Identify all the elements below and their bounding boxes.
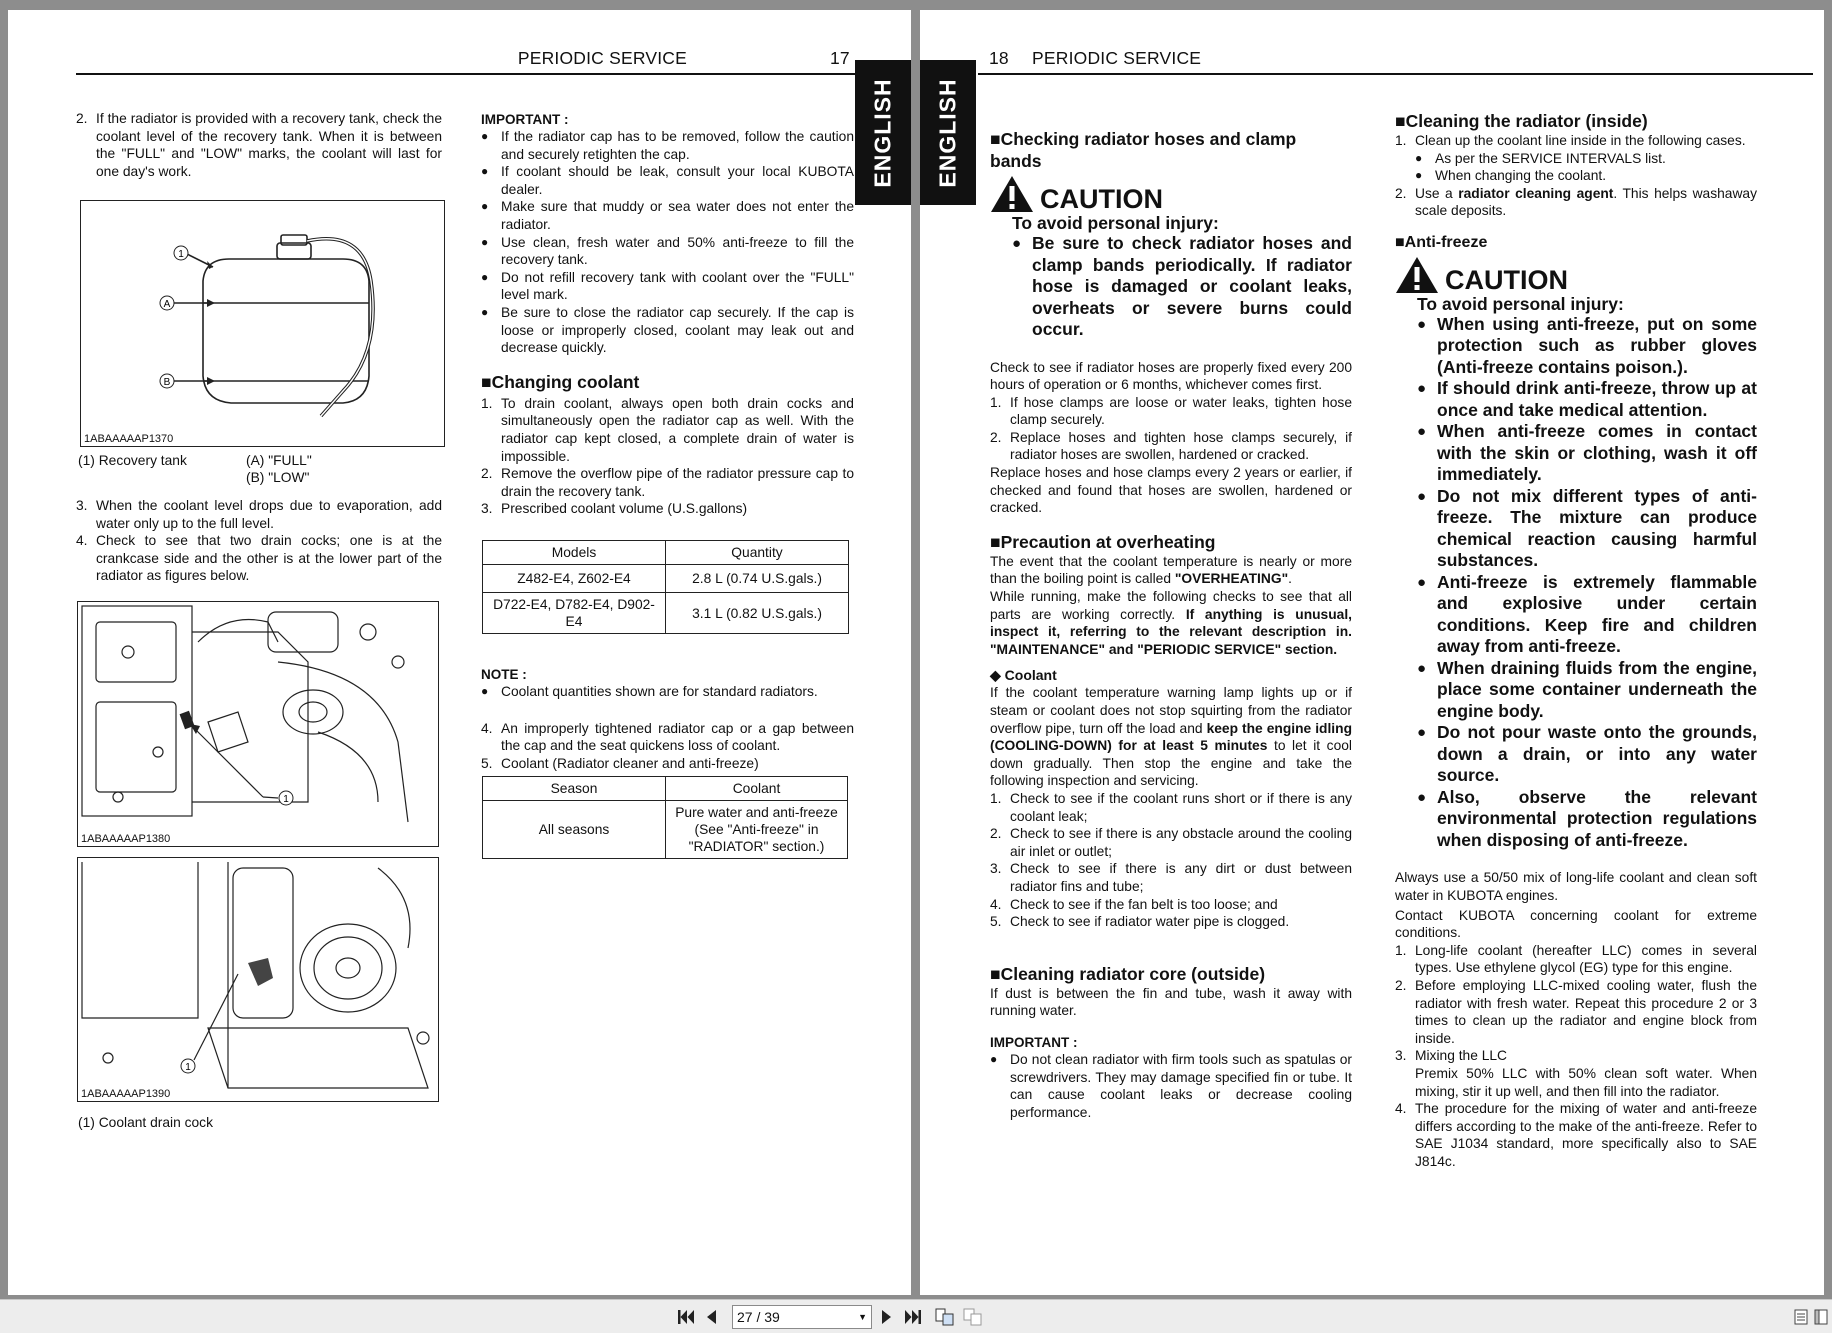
- fig-label-1: 1: [178, 249, 184, 260]
- page-number-select[interactable]: [732, 1305, 872, 1329]
- page-header-section: PERIODIC SERVICE: [517, 48, 687, 68]
- caution-item: ● When using anti-freeze, put on some protection such as rubber gloves (Anti-freeze contains poison.).: [1417, 313, 1757, 377]
- caution-item: ● Do not mix different types of anti-freeze. The mixture can produce chemical reaction causing harmful substances.: [1417, 485, 1757, 571]
- list-item: ● Coolant quantities shown are for standard radiators.: [481, 684, 818, 699]
- single-page-button[interactable]: [1790, 1307, 1812, 1327]
- fig-label-1: 1: [283, 794, 289, 805]
- language-tab: ENGLISH: [920, 60, 976, 205]
- list-item: 5. Check to see if radiator water pipe is clogged.: [990, 914, 1290, 930]
- paragraph: If the coolant temperature warning lamp lights up or if steam or coolant does not stop squirting from the radiator overflow pipe, turn off the load and keep the engine idling (COOLING-DOWN) for at least 5 minutes to let it cool down gradually. Then stop the engine and take the following inspection and servicing.: [990, 685, 1352, 789]
- caution-item: ● Also, observe the relevant environmental protection regulations when disposing of anti-freeze.: [1417, 786, 1757, 850]
- list-item: 5. Coolant (Radiator cleaner and anti-freeze): [481, 755, 759, 771]
- coolant-volume-table: [482, 540, 849, 634]
- list-item: ● Do not clean radiator with firm tools such as spatulas or screwdrivers. They may damage specified fin or tube. It can cause coolant leaks or decrease cooling performance.: [990, 1051, 1352, 1120]
- list-item: 4. Check to see that two drain cocks; one is at the crankcase side and the other is at the lower part of the radiator as figures below.: [76, 533, 442, 584]
- two-page-view-button[interactable]: [934, 1307, 956, 1327]
- paragraph: Check to see if radiator hoses are properly fixed every 200 hours of operation or 6 months, whichever comes first.: [990, 359, 1352, 393]
- caution-item: ● When draining fluids from the engine, place some container underneath the engine body.: [1417, 657, 1757, 721]
- engine-illustration: [78, 602, 438, 846]
- list-item: 1. Long-life coolant (hereafter LLC) comes in several types. Use ethylene glycol (EG) type for this engine.: [1395, 942, 1757, 976]
- section-heading: ■Precaution at overheating: [990, 531, 1216, 552]
- table-row: All seasons Pure water and anti-freeze (See "Anti-freeze" in "RADIATOR" section.): [483, 801, 848, 859]
- document-page-right: [920, 10, 1824, 1295]
- caution-item: ● Be sure to check radiator hoses and clamp bands periodically. If radiator hose is damaged or coolant leaks, overheats or severe burns could occur.: [1012, 233, 1352, 339]
- single-page-icon: [1794, 1309, 1808, 1325]
- table-row: D722-E4, D782-E4, D902-E4 3.1 L (0.82 U.S.gals.): [483, 593, 849, 634]
- viewer-toolbar: [0, 1299, 1832, 1333]
- paragraph: Contact KUBOTA concerning coolant for extreme conditions.: [1395, 907, 1757, 941]
- caution-item: ● When anti-freeze comes in contact with the skin or clothing, wash it off immediately.: [1417, 421, 1757, 485]
- next-page-button[interactable]: [876, 1307, 898, 1327]
- section-heading: ■Anti-freeze: [1395, 233, 1488, 251]
- header-rule: [76, 73, 862, 75]
- figure-recovery-tank: [80, 200, 445, 447]
- list-item: 2. Check to see if there is any obstacle around the cooling air inlet or outlet;: [990, 826, 1352, 859]
- list-item: ● When changing the coolant.: [1415, 168, 1607, 184]
- figure-coolant-drain-cock: [77, 857, 439, 1102]
- figure-caption-b: (B) "LOW": [246, 470, 310, 485]
- continuous-view-icon: [963, 1308, 983, 1326]
- next-page-icon: [881, 1309, 893, 1325]
- list-item: 3. When the coolant level drops due to evaporation, add water only up to the full level.: [76, 498, 442, 531]
- list-item: ● Be sure to close the radiator cap securely. If the cap is loose or improperly closed, coolant may leak out and decrease quickly.: [481, 304, 854, 356]
- sidebar-toggle-icon: [1814, 1309, 1828, 1325]
- paragraph: Replace hoses and hose clamps every 2 years or earlier, if checked and found that hoses are swollen, hardened or cracked.: [990, 465, 1352, 516]
- caution-item: ● Do not pour waste onto the grounds, down a drain, or into any water source.: [1417, 722, 1757, 786]
- list-item: 1. To drain coolant, always open both drain cocks and simultaneously open the radiator cap as well. With the radiator cap kept closed, a complete drain of water is impossible.: [481, 395, 854, 464]
- warning-triangle-icon: [990, 175, 1034, 213]
- page-header-section: PERIODIC SERVICE: [1032, 48, 1202, 68]
- list-item: 2. Before employing LLC-mixed cooling water, flush the radiator with fresh water. Repeat this procedure 2 or 3 times to clean up the radiator and engine block from inside.: [1395, 978, 1757, 1046]
- list-item: 1. Clean up the coolant line inside in the following cases.: [1395, 133, 1746, 148]
- caution-subtitle: To avoid personal injury:: [1012, 213, 1219, 233]
- caution-word: CAUTION: [1445, 264, 1568, 295]
- prev-page-icon: [705, 1309, 717, 1325]
- caution-block: [1395, 256, 1757, 294]
- list-item: ● Do not refill recovery tank with coolant over the "FULL" level mark.: [481, 269, 854, 303]
- caution-block: [990, 175, 1352, 213]
- caution-subtitle: To avoid personal injury:: [1417, 293, 1624, 314]
- list-item: ● Use clean, fresh water and 50% anti-freeze to fill the recovery tank.: [481, 234, 854, 268]
- page-header-number: 18: [989, 48, 1009, 68]
- page-indicator: 27 / 39: [737, 1309, 780, 1325]
- list-item: 4. An improperly tightened radiator cap or a gap between the cap and the seat quickens loss of coolant.: [481, 720, 854, 754]
- language-tab: ENGLISH: [855, 60, 911, 205]
- note-label: NOTE :: [481, 667, 527, 682]
- important-label: IMPORTANT :: [481, 112, 569, 127]
- list-item: ● As per the SERVICE INTERVALS list.: [1415, 150, 1666, 166]
- figure-id: 1ABAAAAAP1390: [81, 1088, 171, 1100]
- list-item: 2. Remove the overflow pipe of the radiator pressure cap to drain the recovery tank.: [481, 466, 854, 499]
- warning-triangle-icon: [1395, 256, 1439, 294]
- header-rule: [978, 73, 1813, 75]
- paragraph: Premix 50% LLC with 50% clean soft water. When mixing, stir it up well, and then fill into the radiator.: [1415, 1066, 1757, 1099]
- table-header-row: Season Coolant: [483, 777, 848, 801]
- figure-id: 1ABAAAAAP1380: [81, 833, 171, 845]
- list-item: 2. Replace hoses and tighten hose clamps securely, if radiator hoses are swollen, hardened or cracked.: [990, 429, 1352, 463]
- figure-caption: (1) Coolant drain cock: [78, 1115, 213, 1130]
- list-item: ● If coolant should be leak, consult your local KUBOTA dealer.: [481, 164, 854, 197]
- figure-engine-drain-cock: [77, 601, 439, 847]
- caution-item: ● Anti-freeze is extremely flammable and explosive under certain conditions. Keep fire and children away from anti-freeze.: [1417, 571, 1757, 657]
- list-item: ● If the radiator cap has to be removed, follow the caution and securely retighten the cap.: [481, 129, 854, 162]
- section-heading: ■Cleaning radiator core (outside): [990, 963, 1266, 984]
- sidebar-toggle-button[interactable]: [1810, 1307, 1832, 1327]
- list-item: 3. Check to see if there is any dirt or dust between radiator fins and tube;: [990, 861, 1352, 894]
- last-page-icon: [904, 1309, 922, 1325]
- paragraph: If dust is between the fin and tube, wash it away with running water.: [990, 985, 1352, 1019]
- fig-label-1: 1: [185, 1062, 191, 1073]
- paragraph: While running, make the following checks to see that all parts are working correctly. If anything is unusual, inspect it, referring to the relevant description in. "MAINTENANCE" and "PERIODIC SERVICE" section.: [990, 589, 1352, 657]
- table-row: Z482-E4, Z602-E4 2.8 L (0.74 U.S.gals.): [483, 565, 849, 593]
- section-heading: ■Cleaning the radiator (inside): [1395, 111, 1648, 131]
- page-header-number: 17: [830, 48, 850, 68]
- first-page-icon: [677, 1309, 695, 1325]
- last-page-button[interactable]: [902, 1307, 924, 1327]
- list-item: 2. Use a radiator cleaning agent. This helps washaway scale deposits.: [1395, 185, 1757, 219]
- list-item: 1. Check to see if the coolant runs short or if there is any coolant leak;: [990, 790, 1352, 824]
- fig-label-a: A: [163, 299, 171, 310]
- document-page-left: [8, 10, 911, 1295]
- caution-item: ● If should drink anti-freeze, throw up at once and take medical attention.: [1417, 378, 1757, 420]
- continuous-view-button[interactable]: [962, 1307, 984, 1327]
- caution-word: CAUTION: [1040, 184, 1163, 214]
- list-item: 1. If hose clamps are loose or water leaks, tighten hose clamp securely.: [990, 394, 1352, 428]
- important-label: IMPORTANT :: [990, 1034, 1078, 1050]
- figure-caption: (1) Recovery tank: [78, 453, 187, 468]
- subsection-heading: ◆ Coolant: [990, 667, 1057, 684]
- table-header-row: Models Quantity: [483, 541, 849, 565]
- figure-caption-a: (A) "FULL": [246, 453, 312, 468]
- list-item: 4. The procedure for the mixing of water and anti-freeze differs according to the make of the anti-freeze. Refer to SAE J1034 standard, more specifically also to SAE J814c.: [1395, 1101, 1757, 1169]
- list-item: 4. Check to see if the fan belt is too loose; and: [990, 896, 1278, 912]
- fig-label-b: B: [163, 377, 171, 388]
- section-heading: ■Checking radiator hoses and clamp bands: [990, 129, 1297, 171]
- first-page-button[interactable]: [675, 1307, 697, 1327]
- chevron-down-icon: ▼: [858, 1312, 867, 1322]
- recovery-tank-illustration: [81, 201, 444, 446]
- list-item: 3. Prescribed coolant volume (U.S.gallons): [481, 501, 748, 517]
- prev-page-button[interactable]: [700, 1307, 722, 1327]
- list-item: 3. Mixing the LLC: [1395, 1048, 1508, 1064]
- figure-id: 1ABAAAAAP1370: [84, 433, 174, 445]
- list-item: ● Make sure that muddy or sea water does not enter the radiator.: [481, 199, 854, 232]
- two-page-view-icon: [935, 1308, 955, 1326]
- paragraph: The event that the coolant temperature is nearly or more than the boiling point is called "OVERHEATING".: [990, 553, 1352, 587]
- coolant-season-table: [482, 776, 848, 859]
- drain-cock-illustration: [78, 858, 438, 1101]
- list-item: 2. If the radiator is provided with a recovery tank, check the coolant level of the recovery tank. When it is between the "FULL" and "LOW" marks, the coolant will last for one day's work.: [76, 111, 442, 179]
- paragraph: Always use a 50/50 mix of long-life coolant and clean soft water in KUBOTA engines.: [1395, 870, 1757, 904]
- section-heading: ■Changing coolant: [481, 371, 640, 392]
